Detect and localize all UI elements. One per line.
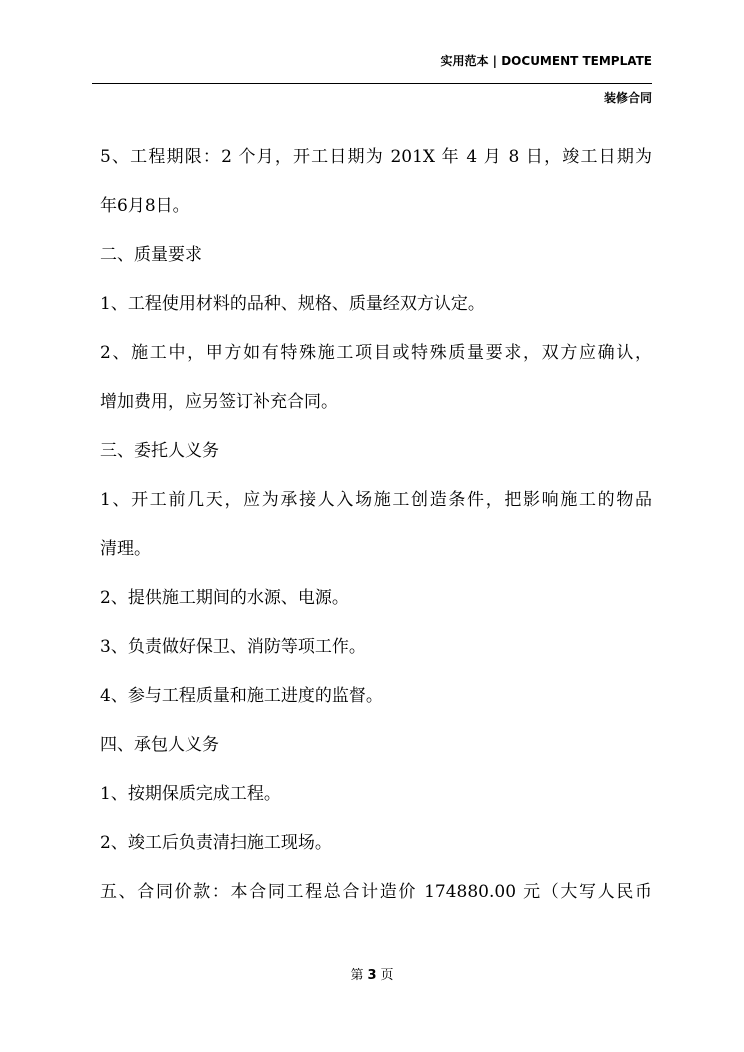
section-heading: 四、承包人义务 [100, 735, 219, 755]
header-title: 实用范本 | DOCUMENT TEMPLATE [440, 54, 652, 68]
footer-suffix: 页 [380, 968, 394, 983]
body-line: 4、参与工程质量和施工进度的监督。 [100, 686, 383, 706]
body-line: 2、施工中，甲方如有特殊施工项目或特殊质量要求，双方应确认， [100, 343, 652, 363]
body-line: 1、按期保质完成工程。 [100, 784, 281, 804]
body-line: 1、开工前几天，应为承接人入场施工创造条件，把影响施工的物品 [100, 490, 652, 510]
footer-prefix: 第 [350, 968, 364, 983]
body-line: 1、工程使用材料的品种、规格、质量经双方认定。 [100, 294, 485, 314]
section-heading: 二、质量要求 [100, 245, 202, 265]
body-line: 清理。 [100, 539, 151, 559]
header-divider [92, 83, 652, 84]
header-subtitle: 装修合同 [603, 91, 652, 105]
page-footer [0, 964, 744, 983]
page-number: 3 [367, 968, 377, 983]
body-line: 年6月8日。 [100, 196, 190, 216]
body-line: 五、合同价款：本合同工程总合计造价 174880.00 元（大写人民币 [100, 882, 652, 902]
document-body [100, 133, 652, 917]
body-line: 增加费用，应另签订补充合同。 [100, 392, 338, 412]
section-heading: 三、委托人义务 [100, 441, 219, 461]
body-line: 2、提供施工期间的水源、电源。 [100, 588, 349, 608]
body-line: 3、负责做好保卫、消防等项工作。 [100, 637, 366, 657]
body-line: 5、工程期限：2 个月，开工日期为 201X 年 4 月 8 日，竣工日期为 [100, 147, 652, 167]
body-line: 2、竣工后负责清扫施工现场。 [100, 833, 332, 853]
